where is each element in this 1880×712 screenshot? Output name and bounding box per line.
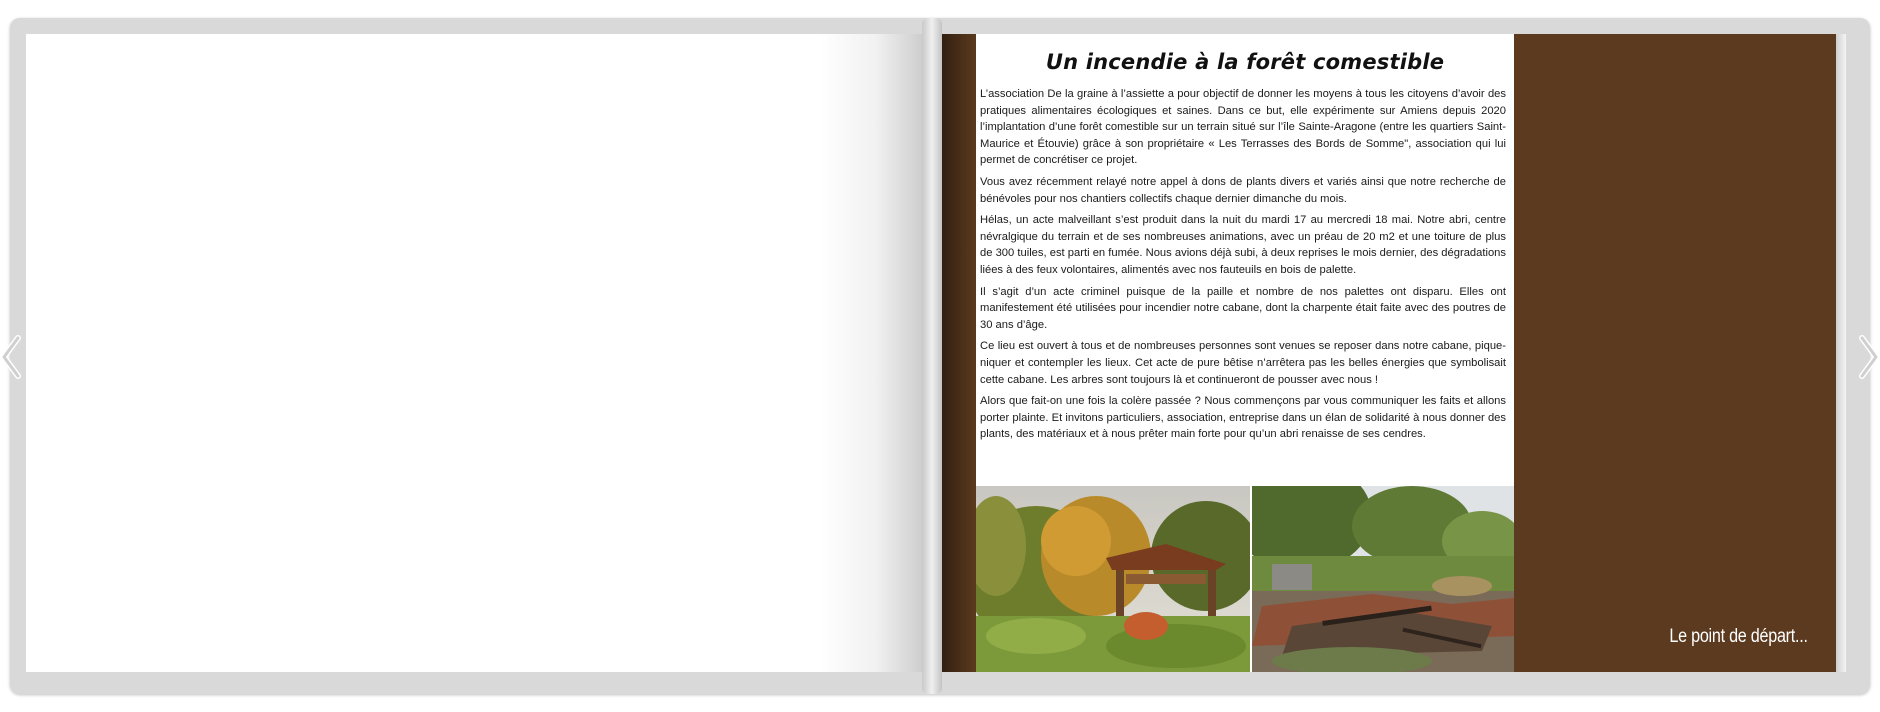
book-spine (922, 18, 942, 694)
page-caption: Le point de départ... (1669, 626, 1808, 647)
article-panel (976, 34, 1514, 672)
chevron-left-icon (0, 330, 26, 384)
article-title: Un incendie à la forêt comestible (1045, 50, 1445, 74)
photo-cabin-burned (1252, 486, 1514, 672)
article-paragraph: Hélas, un acte malveillant s’est produit dans la nuit du mardi 17 au mercredi 18 mai. Notre abri, centre névralgique du terrain et de ses nombreuses animations, avec un préau de 20 m2 et une toiture de plus de 300 tuiles, est parti en fumée. Nous avions déjà subi, à deux reprises le mois dernier, des dégradations liées à des feux volontaires, alimentés avec nos fauteuils en bois de palette. (980, 214, 1506, 276)
right-page-edge (1836, 34, 1846, 672)
article-body (976, 80, 1514, 443)
right-page-gutter-shadow (942, 34, 976, 672)
article-paragraph: Ce lieu est ouvert à tous et de nombreuses personnes sont venues se reposer dans notre cabane, pique-niquer et contempler les lieux. Cet acte de pure bêtise n’arrêtera pas les belles énergies que symbolisait cette cabane. Les arbres sont toujours là et continueront de pousser avec nous ! (980, 340, 1506, 386)
article-photos (976, 486, 1514, 672)
article-paragraph: Vous avez récemment relayé notre appel à dons de plants divers et variés ainsi que notre recherche de bénévoles pour nos chantiers collectifs chaque dernier dimanche du mois. (980, 175, 1506, 205)
chevron-right-icon (1854, 330, 1880, 384)
next-page-button[interactable] (1854, 330, 1880, 384)
photo-cabin-before (976, 486, 1250, 672)
left-page-blank[interactable] (26, 34, 944, 672)
article-paragraph: Il s’agit d’un acte criminel puisque de la paille et nombre de nos palettes ont disparu. Elles ont manifestement été utilisées pour incendier notre cabane, dont la charpente était faite avec des poutres de 30 ans d’âge. (980, 285, 1506, 331)
article-paragraph: L’association De la graine à l’assiette a pour objectif de donner les moyens à tous les citoyens d’avoir des pratiques alimentaires écologiques et saines. Dans ce but, elle expérimente sur Amiens depuis 2020 l’implantation d’une forêt comestible sur un terrain situé sur l’île Sainte-Aragone (entre les quartiers Saint-Maurice et Étouvie) grâce à son propriétaire « Les Terrasses des Bords de Somme", association qui lui permet de concrétiser ce projet. (980, 88, 1506, 167)
article-paragraph: Alors que fait-on une fois la colère passée ? Nous commençons par vous communiquer les faits et allons porter plainte. Et invitons particuliers, association, entreprise dans un élan de solidarité à nous donner des plants, des matériaux et à nous prêter main forte pour qu’un abri renaisse de ses cendres. (980, 395, 1506, 441)
previous-page-button[interactable] (0, 330, 26, 384)
